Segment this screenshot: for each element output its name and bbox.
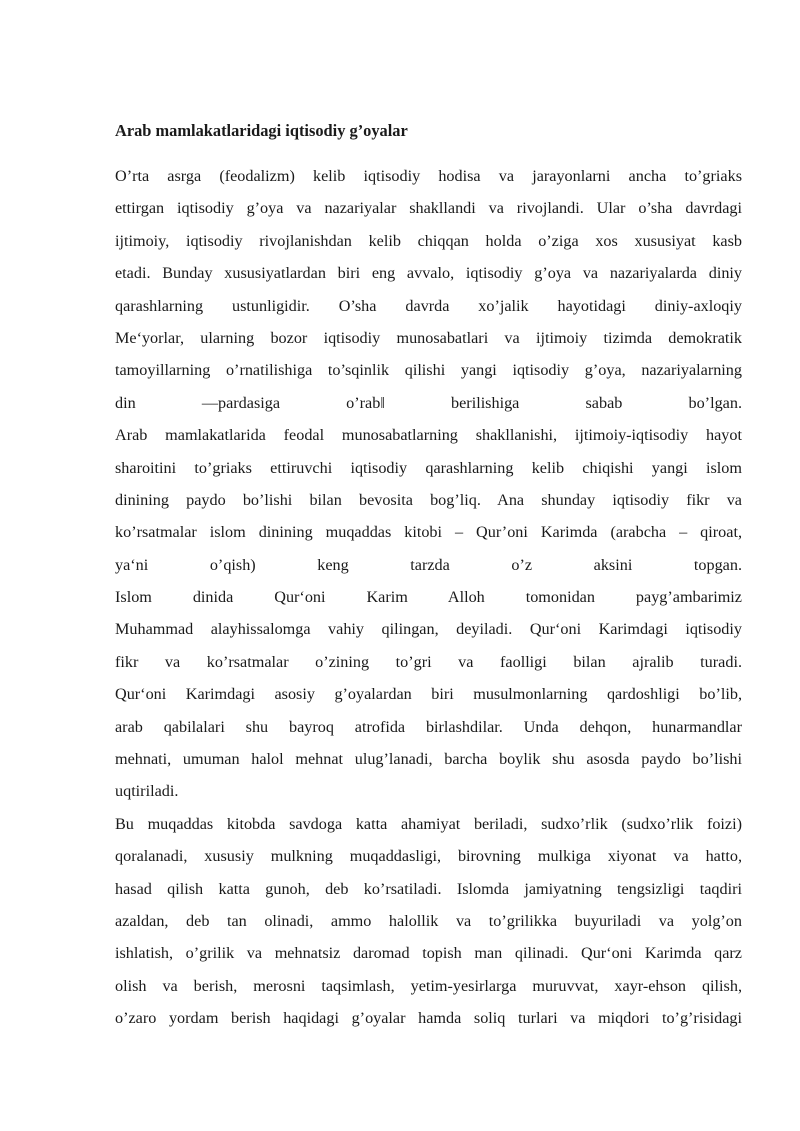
text-line: azaldan, deb tan olinadi, ammo halollik va to’grilikka buyuriladi va yolg’on — [115, 911, 742, 930]
text-line: fikr va ko’rsatmalar o’zining to’gri va faolligi bilan ajralib turadi. — [115, 652, 742, 671]
text-line: o’zaro yordam berish haqidagi g’oyalar hamda soliq turlari va miqdori to’g’risidagi — [115, 1009, 742, 1028]
text-line: ya‘ni o’qish) keng tarzda o’z aksini topgan. — [115, 555, 742, 574]
text-line: din —pardasiga o’rab‖ berilishiga sabab bo’lgan. — [115, 393, 742, 412]
document-body — [115, 160, 742, 1035]
text-line: qarashlarning ustunligidir. O’sha davrda xo’jalik hayotidagi diniy-axloqiy — [115, 296, 742, 315]
text-line: dinining paydo bo’lishi bilan bevosita bog’liq. Ana shunday iqtisodiy fikr va — [115, 490, 742, 509]
text-line: sharoitini to’griaks ettiruvchi iqtisodiy qarashlarning kelib chiqishi yangi islom — [115, 458, 742, 477]
text-line: etadi. Bunday xususiyatlardan biri eng avvalo, iqtisodiy g’oya va nazariyalarda diniy — [115, 264, 742, 283]
text-line: Muhammad alayhissalomga vahiy qilingan, deyiladi. Qur‘oni Karimdagi iqtisodiy — [115, 620, 742, 639]
text-line: olish va berish, merosni taqsimlash, yetim-yesirlarga muruvvat, xayr-ehson qilish, — [115, 976, 742, 995]
text-line: ko’rsatmalar islom dinining muqaddas kitobi – Qur’oni Karimda (arabcha – qiroat, — [115, 523, 742, 542]
text-line: arab qabilalari shu bayroq atrofida birlashdilar. Unda dehqon, hunarmandlar — [115, 717, 742, 736]
text-line: Arab mamlakatlarida feodal munosabatlarning shakllanishi, ijtimoiy-iqtisodiy hayot — [115, 426, 742, 445]
text-line: Qur‘oni Karimdagi asosiy g’oyalardan biri musulmonlarning qardoshligi bo’lib, — [115, 685, 742, 704]
text-line: hasad qilish katta gunoh, deb ko’rsatiladi. Islomda jamiyatning tengsizligi taqdiri — [115, 879, 742, 898]
text-line: ettirgan iqtisodiy g’oya va nazariyalar shakllandi va rivojlandi. Ular o’sha davrdagi — [115, 199, 742, 218]
document-page — [115, 116, 742, 1035]
text-line: ijtimoiy, iqtisodiy rivojlanishdan kelib chiqqan holda o’ziga xos xususiyat kasb — [115, 231, 742, 250]
text-line: tamoyillarning o’rnatilishiga to’sqinlik qilishi yangi iqtisodiy g’oya, nazariyalarning — [115, 361, 742, 380]
text-line: O’rta asrga (feodalizm) kelib iqtisodiy hodisa va jarayonlarni ancha to’griaks — [115, 167, 742, 185]
text-line: Bu muqaddas kitobda savdoga katta ahamiyat beriladi, sudxo’rlik (sudxo’rlik foizi) — [115, 814, 742, 833]
text-line: Islom dinida Qur‘oni Karim Alloh tomonidan payg’ambarimiz — [115, 588, 742, 607]
text-line: uqtiriladi. — [115, 782, 179, 801]
document-title: Arab mamlakatlaridagi iqtisodiy g’oyalar — [115, 121, 408, 140]
text-line: mehnati, umuman halol mehnat ulug’lanadi, barcha boylik shu asosda paydo bo’lishi — [115, 750, 742, 769]
text-line: ishlatish, o’grilik va mehnatsiz daromad topish man qilinadi. Qur‘oni Karimda qarz — [115, 944, 742, 963]
text-line: qoralanadi, xususiy mulkning muqaddasligi, birovning mulkiga xiyonat va hatto, — [115, 847, 742, 866]
text-line: Me‘yorlar, ularning bozor iqtisodiy munosabatlari va ijtimoiy tizimda demokratik — [115, 328, 742, 347]
